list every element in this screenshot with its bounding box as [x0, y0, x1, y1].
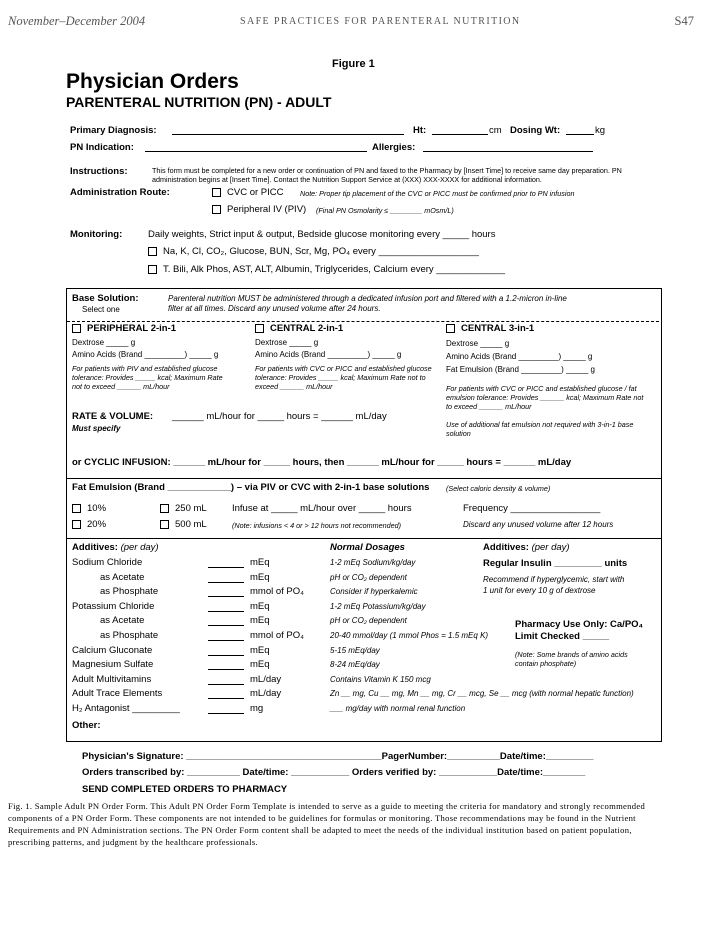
fat-10-option[interactable]	[72, 503, 106, 514]
additive-unit: mEq	[250, 557, 270, 568]
base-note-2: filter at all times. Discard any unused volume after 24 hours.	[168, 304, 381, 313]
fat-emulsion-select: (Select caloric density & volume)	[446, 484, 551, 493]
cyclic-infusion[interactable]: or CYCLIC INFUSION: ______ mL/hour for _____ hours, then ______ mL/hour for _____ hours = ______ mL/day	[72, 457, 572, 468]
central2-dextrose: Dextrose _____ g	[255, 338, 319, 347]
cvc-note-1: For patients with CVC or PICC and established glucose	[255, 364, 432, 373]
fat-not-required-2: solution	[446, 429, 471, 438]
additive-unit: mEq	[250, 645, 270, 656]
additives-per-day: (per day)	[120, 542, 159, 553]
fat-20-checkbox[interactable]	[72, 520, 81, 529]
additive-amount-field[interactable]	[208, 640, 244, 641]
rate-volume-label: RATE & VOLUME:	[72, 411, 154, 422]
header-page: S47	[674, 14, 694, 28]
piv-osmolarity-note: (Final PN Osmolarity ≤ ________ mOsm/L)	[316, 206, 454, 215]
piv-note-3: not to exceed ______ mL/hour	[72, 382, 170, 391]
header-journal: SAFE PRACTICES FOR PARENTERAL NUTRITION	[240, 16, 521, 27]
fat-500-checkbox[interactable]	[160, 520, 169, 529]
cm-unit: cm	[489, 125, 502, 136]
fat-frequency-field[interactable]: Frequency _________________	[463, 503, 601, 514]
central3-label: CENTRAL 3-in-1	[461, 323, 535, 334]
allergies-field[interactable]	[423, 151, 593, 152]
central3-dextrose: Dextrose _____ g	[446, 339, 510, 348]
insulin-note-1: Recommend if hyperglycemic, start with	[483, 575, 625, 584]
additive-normal-dose: pH or CO₂ dependent	[330, 616, 407, 625]
allergies-label: Allergies:	[372, 142, 416, 153]
central3-option[interactable]	[446, 323, 534, 334]
additive-name: Potassium Chloride	[72, 601, 155, 612]
piv-note-1: For patients with PIV and established glucose	[72, 364, 218, 373]
pn-indication-field[interactable]	[145, 151, 367, 152]
insulin-note-2: 1 unit for every 10 g of dextrose	[483, 586, 596, 595]
additive-normal-dose: pH or CO₂ dependent	[330, 573, 407, 582]
lytes-checkbox[interactable]	[148, 247, 157, 256]
additive-normal-dose: 8-24 mEq/day	[330, 660, 380, 669]
fat-not-required-1: Use of additional fat emulsion not required with 3-in-1 base	[446, 420, 634, 429]
fat-250-option[interactable]	[160, 503, 207, 514]
brand-note-1: (Note: Some brands of amino acids	[515, 650, 628, 659]
other-label: Other:	[72, 720, 101, 731]
additive-unit: mL/day	[250, 688, 282, 699]
cvc3-note-3: to exceed ______ mL/hour	[446, 402, 532, 411]
instructions-label: Instructions:	[70, 166, 128, 177]
piv-checkbox[interactable]	[212, 205, 221, 214]
form-title: Physician Orders	[66, 70, 239, 93]
fat-500-label: 500 mL	[175, 519, 207, 530]
additive-amount-field[interactable]	[208, 625, 244, 626]
additive-amount-field[interactable]	[208, 698, 244, 699]
cvc-label: CVC or PICC	[227, 187, 284, 198]
form-subtitle: PARENTERAL NUTRITION (PN) - ADULT	[66, 94, 332, 110]
central2-amino: Amino Acids (Brand _________) _____ g	[255, 350, 402, 359]
central2-option[interactable]	[255, 323, 343, 334]
fat-discard-note: Discard any unused volume after 12 hours	[463, 520, 614, 529]
monitoring-lytes-label: Na, K, Cl, CO₂, Glucose, BUN, Scr, Mg, PO₄ every ___________________	[163, 246, 479, 257]
additives-right-title-text: Additives:	[483, 542, 529, 553]
fat-emulsion-label: Fat Emulsion (Brand ____________) – via PIV or CVC with 2-in-1 base solutions	[72, 482, 430, 493]
additive-amount-field[interactable]	[208, 669, 244, 670]
fat-10-checkbox[interactable]	[72, 504, 81, 513]
additives-title-text: Additives:	[72, 542, 118, 553]
lfts-checkbox[interactable]	[148, 265, 157, 274]
peripheral-option[interactable]	[72, 323, 176, 334]
fat-250-checkbox[interactable]	[160, 504, 169, 513]
additive-normal-dose: 1-2 mEq Potassium/kg/day	[330, 602, 426, 611]
cvc-note: Note: Proper tip placement of the CVC or PICC must be confirmed prior to PN infusion	[300, 189, 575, 198]
monitoring-label: Monitoring:	[70, 229, 123, 240]
additive-unit: mL/day	[250, 674, 282, 685]
additive-unit: mEq	[250, 659, 270, 670]
must-specify: Must specify	[72, 424, 121, 433]
additive-name: Magnesium Sulfate	[72, 659, 154, 670]
central2-checkbox[interactable]	[255, 324, 264, 333]
additive-normal-dose: 20-40 mmol/day (1 mmol Phos = 1.5 mEq K)	[330, 631, 489, 640]
fat-infuse-field[interactable]: Infuse at _____ mL/hour over _____ hours	[232, 503, 412, 514]
header-date: November–December 2004	[8, 14, 146, 28]
regular-insulin-field[interactable]: Regular Insulin _________ units	[483, 558, 628, 569]
pn-indication-label: PN Indication:	[70, 142, 134, 153]
additive-unit: mmol of PO₄	[250, 630, 305, 641]
monitoring-lfts-label: T. Bili, Alk Phos, AST, ALT, Albumin, Triglycerides, Calcium every _____________	[163, 264, 505, 275]
additive-name: Calcium Gluconate	[72, 645, 153, 656]
monitoring-lfts[interactable]	[148, 264, 505, 275]
additive-normal-dose: 1-2 mEq Sodium/kg/day	[330, 558, 416, 567]
figure-caption: Fig. 1. Sample Adult PN Order Form. This Adult PN Order Form Template is intended to serve as a guide to meeting the criteria for mandatory and strongly recommended components of a PN Order Form. These components are not intended to be guidelines for formulas or monitoring. Those recommendations may be found in the Nutrient Requirements and PN Administration sections. The PN Order Form content shall be adapted to meet the needs of the individual institution based on patient population, prescribing patterns, and judgment by the healthcare professionals.	[8, 801, 646, 847]
piv-option[interactable]	[212, 204, 306, 215]
central2-label: CENTRAL 2-in-1	[270, 323, 344, 334]
height-label: Ht:	[413, 125, 427, 136]
fat-250-label: 250 mL	[175, 503, 207, 514]
additive-name: as Phosphate	[100, 630, 159, 641]
fat-500-option[interactable]	[160, 519, 207, 530]
additive-unit: mEq	[250, 615, 270, 626]
primary-diagnosis-label: Primary Diagnosis:	[70, 125, 157, 136]
divider	[67, 321, 659, 322]
kg-unit: kg	[595, 125, 606, 136]
additive-normal-dose: Consider if hyperkalemic	[330, 587, 418, 596]
central3-fat: Fat Emulsion (Brand _________) _____ g	[446, 365, 595, 374]
fat-20-label: 20%	[87, 519, 107, 530]
admin-route-label: Administration Route:	[70, 187, 170, 198]
dosing-weight-field[interactable]	[566, 134, 594, 135]
additive-normal-dose: 5-15 mEq/day	[330, 646, 380, 655]
rate-volume-field[interactable]: ______ mL/hour for _____ hours = ______ mL/day	[172, 411, 387, 422]
fat-infuse-note: (Note: infusions < 4 or > 12 hours not recommended)	[232, 521, 401, 530]
fat-20-option[interactable]	[72, 519, 106, 530]
instructions-text-1: This form must be completed for a new order or continuation of PN and faxed to the Pharmacy by [Insert Time] to receive same day preparation. PN	[152, 166, 622, 175]
cvc-option[interactable]	[212, 187, 283, 198]
additive-name: as Acetate	[100, 615, 145, 626]
additive-amount-field[interactable]	[208, 582, 244, 583]
additive-amount-field[interactable]	[208, 611, 244, 612]
additive-unit: mEq	[250, 601, 270, 612]
send-to-pharmacy: SEND COMPLETED ORDERS TO PHARMACY	[82, 784, 288, 795]
peripheral-amino: Amino Acids (Brand _________) _____ g	[72, 350, 219, 359]
pharmacy-use-only: Pharmacy Use Only: Ca/PO₄	[515, 619, 644, 630]
cvc-note-3: exceed ______ mL/hour	[255, 382, 333, 391]
additive-amount-field[interactable]	[208, 655, 244, 656]
height-field[interactable]	[432, 134, 488, 135]
instructions-text-2: administration begins at [Insert Time]. Contact the Nutrition Support Service at (XXX) XXX-XXXX for additional information.	[152, 175, 542, 184]
additive-unit: mg	[250, 703, 264, 714]
fat-10-label: 10%	[87, 503, 107, 514]
additive-name: as Acetate	[100, 572, 145, 583]
additives-right-per-day: (per day)	[531, 542, 570, 553]
additive-amount-field[interactable]	[208, 713, 244, 714]
base-solution-label: Base Solution:	[72, 293, 139, 304]
brand-note-2: contain phosphate)	[515, 659, 577, 668]
physician-signature-line[interactable]: Physician's Signature: _____________________________________PagerNumber:__________Date/time:_________	[82, 751, 594, 762]
base-note-1: Parenteral nutrition MUST be administered through a dedicated infusion port and filtered with a 1.2-micron in-line	[168, 294, 567, 303]
limit-checked-field[interactable]: Limit Checked _____	[515, 631, 609, 642]
select-one-label: Select one	[82, 305, 120, 314]
peripheral-dextrose: Dextrose _____ g	[72, 338, 136, 347]
additives-title	[72, 542, 159, 553]
peripheral-checkbox[interactable]	[72, 324, 81, 333]
additive-unit: mmol of PO₄	[250, 586, 305, 597]
orders-transcribed-line[interactable]: Orders transcribed by: __________ Date/time: ___________ Orders verified by: ___________Date/time:________	[82, 767, 586, 778]
additive-amount-field[interactable]	[208, 596, 244, 597]
additive-name: Sodium Chloride	[72, 557, 143, 568]
figure-label: Figure 1	[332, 58, 375, 70]
primary-diagnosis-field[interactable]	[172, 134, 404, 135]
additive-name: as Phosphate	[100, 586, 159, 597]
additive-name: Adult Trace Elements	[72, 688, 163, 699]
additive-name: Adult Multivitamins	[72, 674, 152, 685]
cvc-checkbox[interactable]	[212, 188, 221, 197]
normal-dosages-title: Normal Dosages	[330, 542, 405, 553]
piv-note-2: tolerance: Provides _____ kcal; Maximum Rate	[72, 373, 223, 382]
additive-normal-dose: ___ mg/day with normal renal function	[330, 704, 466, 713]
central3-checkbox[interactable]	[446, 324, 455, 333]
cvc-note-2: tolerance: Provides _____ kcal; Maximum Rate not to	[255, 373, 426, 382]
peripheral-label: PERIPHERAL 2-in-1	[87, 323, 177, 334]
additive-amount-field[interactable]	[208, 684, 244, 685]
cvc3-note-1: For patients with CVC or PICC and established glucose / fat	[446, 384, 637, 393]
additive-name: H₂ Antagonist _________	[72, 703, 180, 714]
additive-unit: mEq	[250, 572, 270, 583]
central3-amino: Amino Acids (Brand _________) _____ g	[446, 352, 593, 361]
additives-right-title	[483, 542, 570, 553]
additive-normal-dose: Zn __ mg, Cu __ mg, Mn __ mg, Cr __ mcg, Se __ mcg (with normal hepatic function)	[330, 689, 634, 698]
monitoring-daily: Daily weights, Strict input & output, Bedside glucose monitoring every _____ hours	[148, 229, 496, 240]
monitoring-lytes[interactable]	[148, 246, 479, 257]
cvc3-note-2: emulsion tolerance: Provides ______ kcal; Maximum Rate not	[446, 393, 644, 402]
dosing-weight-label: Dosing Wt:	[510, 125, 561, 136]
additive-amount-field[interactable]	[208, 567, 244, 568]
additive-normal-dose: Contains Vitamin K 150 mcg	[330, 675, 431, 684]
piv-label: Peripheral IV (PIV)	[227, 204, 307, 215]
